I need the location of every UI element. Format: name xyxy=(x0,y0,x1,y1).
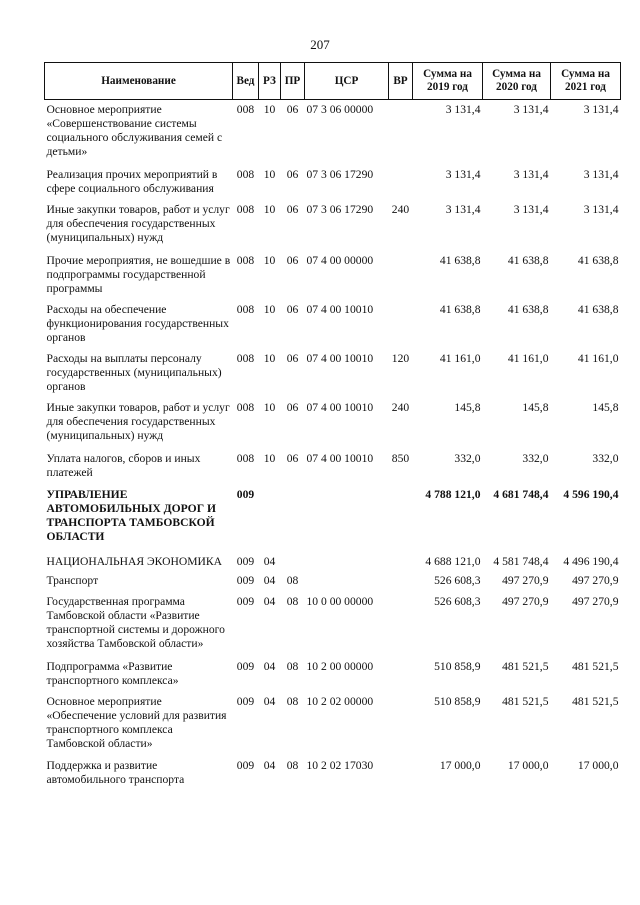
row-rz: 10 xyxy=(263,401,276,414)
row-pr: 08 xyxy=(286,695,299,708)
row-csr: 07 4 00 10010 xyxy=(306,303,374,316)
row-name: Основное мероприятие «Обеспечение условий для развития транспортного комплекса Тамбовской области» xyxy=(46,695,227,750)
table-row xyxy=(45,756,621,787)
table-row xyxy=(45,251,621,300)
table-row xyxy=(45,165,621,200)
table-row xyxy=(45,200,621,251)
row-rz: 10 xyxy=(263,203,276,216)
row-ved: 009 xyxy=(236,759,255,772)
row-csr: 07 4 00 10010 xyxy=(306,352,374,365)
row-ved: 008 xyxy=(236,203,255,216)
row-csr: 07 3 06 00000 xyxy=(306,103,374,116)
table-row xyxy=(45,300,621,349)
row-csr: 10 2 00 00000 xyxy=(306,660,374,673)
row-sum-2020: 4 581 748,4 xyxy=(493,555,549,568)
row-sum-2021: 41 638,8 xyxy=(577,254,619,267)
row-sum-2019: 332,0 xyxy=(454,452,481,465)
row-pr: 08 xyxy=(286,574,299,587)
row-ved: 008 xyxy=(236,103,255,116)
row-sum-2021: 497 270,9 xyxy=(572,574,619,587)
row-rz: 10 xyxy=(263,103,276,116)
header-ved: Вед xyxy=(233,63,259,100)
row-rz: 10 xyxy=(263,168,276,181)
row-sum-2019: 526 608,3 xyxy=(434,574,481,587)
row-ved: 009 xyxy=(236,660,255,673)
row-name: Реализация прочих мероприятий в сфере социального обслуживания xyxy=(46,168,218,195)
row-rz: 10 xyxy=(263,254,276,267)
row-pr: 06 xyxy=(286,401,299,414)
row-sum-2019: 4 688 121,0 xyxy=(425,555,481,568)
row-csr xyxy=(305,485,389,552)
row-rz: 04 xyxy=(263,595,276,608)
row-sum-2020: 481 521,5 xyxy=(502,660,549,673)
row-sum-2019: 3 131,4 xyxy=(445,203,481,216)
row-ved: 009 xyxy=(236,595,255,608)
row-sum-2019: 41 638,8 xyxy=(439,254,481,267)
row-name: Уплата налогов, сборов и иных платежей xyxy=(46,452,201,479)
row-sum-2019: 510 858,9 xyxy=(434,660,481,673)
table-row xyxy=(45,100,621,166)
row-csr: 10 0 00 00000 xyxy=(306,595,374,608)
row-vr xyxy=(389,552,413,571)
row-ved: 008 xyxy=(236,401,255,414)
row-pr: 06 xyxy=(286,203,299,216)
table-row xyxy=(45,592,621,657)
row-rz: 04 xyxy=(263,555,276,568)
header-sum-2021: Сумма на 2021 год xyxy=(551,63,621,100)
header-sum-2020: Сумма на 2020 год xyxy=(483,63,551,100)
row-sum-2021: 497 270,9 xyxy=(572,595,619,608)
row-sum-2020: 497 270,9 xyxy=(502,595,549,608)
row-vr xyxy=(389,300,413,349)
row-sum-2021: 4 496 190,4 xyxy=(563,555,619,568)
row-sum-2019: 41 161,0 xyxy=(439,352,481,365)
row-csr: 10 2 02 00000 xyxy=(306,695,374,708)
table-row xyxy=(45,485,621,552)
row-rz: 04 xyxy=(263,574,276,587)
row-vr: 120 xyxy=(391,352,410,365)
row-vr xyxy=(389,657,413,692)
row-csr: 07 4 00 10010 xyxy=(306,401,374,414)
row-csr: 07 4 00 00000 xyxy=(306,254,374,267)
row-name: Иные закупки товаров, работ и услуг для обеспечения государственных (муниципальных) нужд xyxy=(46,203,230,244)
row-pr: 06 xyxy=(286,103,299,116)
row-pr: 06 xyxy=(286,168,299,181)
header-csr: ЦСР xyxy=(305,63,389,100)
row-rz: 04 xyxy=(263,660,276,673)
row-name: Поддержка и развитие автомобильного транспорта xyxy=(46,759,185,786)
row-sum-2021: 3 131,4 xyxy=(583,103,619,116)
table-row xyxy=(45,692,621,756)
row-rz xyxy=(259,485,281,552)
table-row xyxy=(45,571,621,592)
row-sum-2020: 145,8 xyxy=(522,401,549,414)
table-row xyxy=(45,349,621,398)
row-ved: 009 xyxy=(236,555,255,568)
row-ved: 009 xyxy=(236,574,255,587)
table-header-row xyxy=(45,63,621,100)
header-name: Наименование xyxy=(45,63,233,100)
row-vr xyxy=(389,592,413,657)
row-ved: 009 xyxy=(236,695,255,708)
row-vr: 240 xyxy=(391,203,410,216)
page-number: 207 xyxy=(310,37,330,52)
row-ved: 008 xyxy=(236,352,255,365)
row-name: Расходы на обеспечение функционирования государственных органов xyxy=(46,303,229,344)
row-vr: 850 xyxy=(391,452,410,465)
row-sum-2021: 3 131,4 xyxy=(583,203,619,216)
row-sum-2019: 145,8 xyxy=(454,401,481,414)
row-rz: 10 xyxy=(263,452,276,465)
row-sum-2021: 17 000,0 xyxy=(577,759,619,772)
row-pr: 06 xyxy=(286,303,299,316)
row-sum-2020: 332,0 xyxy=(522,452,549,465)
row-sum-2019: 41 638,8 xyxy=(439,303,481,316)
row-pr: 08 xyxy=(286,759,299,772)
row-sum-2019: 4 788 121,0 xyxy=(425,488,481,501)
row-name: Прочие мероприятия, не вошедшие в подпрограммы государственной программы xyxy=(46,254,231,295)
row-pr xyxy=(281,485,305,552)
row-name: УПРАВЛЕНИЕ АВТОМОБИЛЬНЫХ ДОРОГ И ТРАНСПОРТА ТАМБОВСКОЙ ОБЛАСТИ xyxy=(46,488,216,543)
row-pr: 06 xyxy=(286,452,299,465)
header-pr: ПР xyxy=(281,63,305,100)
row-sum-2020: 41 638,8 xyxy=(507,303,549,316)
row-sum-2021: 4 596 190,4 xyxy=(563,488,619,501)
row-vr xyxy=(389,165,413,200)
row-sum-2021: 3 131,4 xyxy=(583,168,619,181)
row-name: Подпрограмма «Развитие транспортного комплекса» xyxy=(46,660,179,687)
row-name: Транспорт xyxy=(46,574,99,587)
row-sum-2021: 41 638,8 xyxy=(577,303,619,316)
table-body xyxy=(45,100,621,788)
table-row xyxy=(45,398,621,449)
row-vr xyxy=(389,756,413,787)
row-name: Основное мероприятие «Совершенствование системы социального обслуживания семей с детьми» xyxy=(46,103,223,158)
row-sum-2019: 17 000,0 xyxy=(439,759,481,772)
row-sum-2021: 332,0 xyxy=(592,452,619,465)
row-name: Расходы на выплаты персоналу государственных (муниципальных) органов xyxy=(46,352,222,393)
row-ved: 008 xyxy=(236,254,255,267)
row-vr xyxy=(389,100,413,166)
header-vr: ВР xyxy=(389,63,413,100)
row-sum-2020: 17 000,0 xyxy=(507,759,549,772)
row-sum-2020: 4 681 748,4 xyxy=(493,488,549,501)
row-rz: 04 xyxy=(263,695,276,708)
row-csr xyxy=(305,571,389,592)
row-rz: 10 xyxy=(263,352,276,365)
header-sum-2019: Сумма на 2019 год xyxy=(413,63,483,100)
table-row xyxy=(45,552,621,571)
row-sum-2020: 481 521,5 xyxy=(502,695,549,708)
row-sum-2021: 481 521,5 xyxy=(572,695,619,708)
row-sum-2020: 41 638,8 xyxy=(507,254,549,267)
row-ved: 009 xyxy=(236,488,255,501)
row-sum-2020: 497 270,9 xyxy=(502,574,549,587)
row-vr xyxy=(389,571,413,592)
row-sum-2019: 3 131,4 xyxy=(445,168,481,181)
row-pr: 06 xyxy=(286,254,299,267)
budget-table xyxy=(44,62,621,787)
row-rz: 04 xyxy=(263,759,276,772)
header-rz: РЗ xyxy=(259,63,281,100)
row-csr xyxy=(305,552,389,571)
row-pr: 06 xyxy=(286,352,299,365)
row-csr: 10 2 02 17030 xyxy=(306,759,374,772)
row-sum-2020: 3 131,4 xyxy=(513,168,549,181)
row-rz: 10 xyxy=(263,303,276,316)
row-sum-2021: 145,8 xyxy=(592,401,619,414)
row-sum-2020: 3 131,4 xyxy=(513,103,549,116)
row-name: Государственная программа Тамбовской области «Развитие транспортной системы и дорожного хозяйства Тамбовской области» xyxy=(46,595,225,650)
row-ved: 008 xyxy=(236,303,255,316)
table-row xyxy=(45,449,621,485)
row-ved: 008 xyxy=(236,452,255,465)
row-csr: 07 4 00 10010 xyxy=(306,452,374,465)
table-row xyxy=(45,657,621,692)
row-vr xyxy=(389,485,413,552)
row-pr: 08 xyxy=(286,660,299,673)
row-sum-2019: 3 131,4 xyxy=(445,103,481,116)
row-sum-2020: 41 161,0 xyxy=(507,352,549,365)
row-pr xyxy=(281,552,305,571)
row-pr: 08 xyxy=(286,595,299,608)
row-vr xyxy=(389,692,413,756)
row-sum-2019: 510 858,9 xyxy=(434,695,481,708)
row-sum-2021: 41 161,0 xyxy=(577,352,619,365)
row-name: НАЦИОНАЛЬНАЯ ЭКОНОМИКА xyxy=(46,555,223,568)
row-ved: 008 xyxy=(236,168,255,181)
row-sum-2020: 3 131,4 xyxy=(513,203,549,216)
row-sum-2021: 481 521,5 xyxy=(572,660,619,673)
row-vr xyxy=(389,251,413,300)
row-name: Иные закупки товаров, работ и услуг для обеспечения государственных (муниципальных) нужд xyxy=(46,401,230,442)
row-sum-2019: 526 608,3 xyxy=(434,595,481,608)
row-csr: 07 3 06 17290 xyxy=(306,203,374,216)
row-vr: 240 xyxy=(391,401,410,414)
row-csr: 07 3 06 17290 xyxy=(306,168,374,181)
